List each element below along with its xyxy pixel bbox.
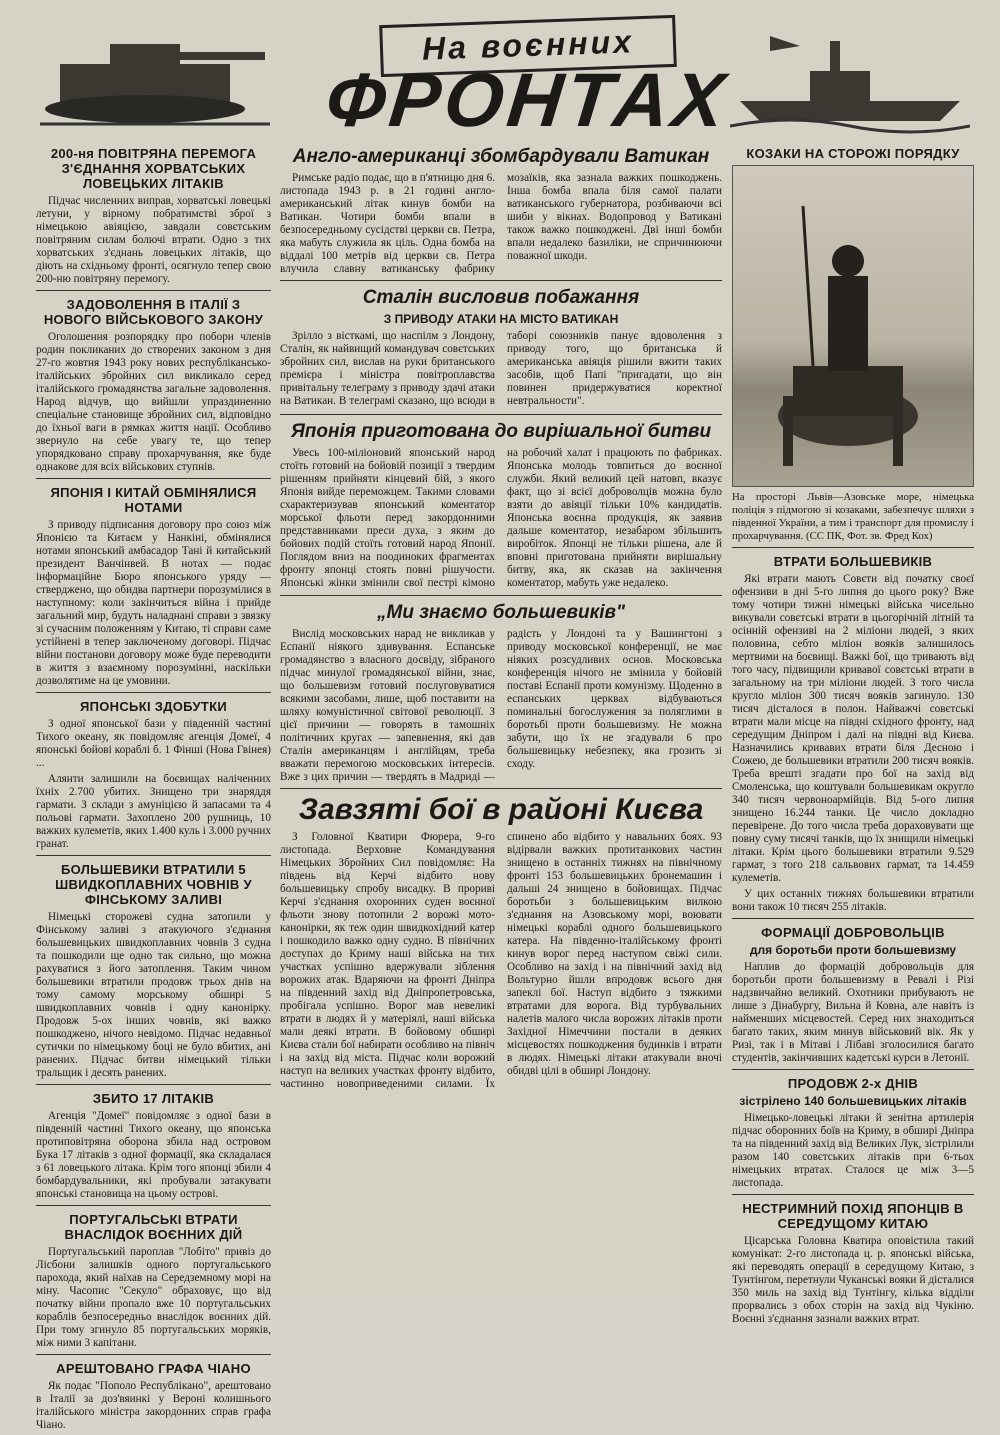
headline-japan-battle: Японія приготована до вирішальної битви (290, 420, 712, 442)
article-bolshevik-losses-2: У цих останніх тижнях большевики втратили вони також 10 тисяч 255 літаків. (732, 888, 974, 913)
article-finnish-gulf: Німецькі сторожеві судна затопили у Фінському заливі з атакуючого з'єднання большевицьких швидкоплавних човнів 3 судна та пошкодили ще одно так сильно, що можна рахуватися з його затоплення. Таким чином большевики втратили продовж трьох днів на тому самому морському обширі 5 швидкоплавних човнів і одну канонірку. Продовж 5-ох інших човнів, які важко пошкоджено, нічого невідомо. Підчас недавньої сутички по німецькому боці не було вбитих, ані ранених. Підчас битви німецький тільки тральщик і десять ранених. (36, 911, 271, 1079)
article-italy: Оголошення розпорядку про побори членів родин покликаних до створених законом з дня 27-го жовтня 1943 року нових республікансько-італійських збройних сил викликало серед італійського громадянства загальне задоволення. Народ відчув, що вийшли упраздиненню спеціальне становище збройних сил, відповідно до їхньої ваги в рямках життя нації. Особливо звернуло на себе увагу те, що тепер упорядковано справу прохарчування, яке буде однакове для всіх військових ступнів. (36, 331, 271, 473)
subhead-two-days: зістрілено 140 большевицьких літаків (739, 1094, 967, 1108)
article-croatian: Підчас численних виправ, хорватські ловецькі летуни, у вірному побратимстві зброї з німецькою авіяцією, завдали совєтським повітряним силам болючі втрати. Одно з тих хорватських з'єднань ловецьких літаків, що діють на східньому фронті, осягнуло тепер свою 200-ню повітряну перемогу. (36, 195, 271, 285)
headline-finnish-gulf: БОЛЬШЕВИКИ ВТРАТИЛИ 5 ШВИДКОПЛАВНИХ ЧОВНІВ У ФІНСЬКОМУ ЗАЛИВІ (55, 862, 252, 907)
headline-kyiv-battles: Завзяті бої в районі Києва (298, 793, 704, 826)
article-japanese-gains-2: Алянти залишили на боєвищах наліченних їхніх 2.700 убитих. Знищено три знаряддя гармати. З склади з амуніцією й запасами та 4 польові гармати. Захоплено 200 рушниць, 10 важких кулеметів, яких 1.400 куль і 3.000 ручних гранат. (36, 773, 271, 850)
headline-ciano: АРЕШТОВАНО ГРАФА ЧІАНО (56, 1361, 251, 1376)
article-bolshevik-losses: Які втрати мають Совєти від початку своєї офензиви в дні 5-го липня до цього року? Вже тому чотири тижні німецькі війська чисельно викували совєтські втрати в цьогорічній літній та осінній офензиві на 2 міліони людей, з яких половина, себто міліон вояків залишилось мертвими на боєвищі. Важкі бої, що тривають від того часу, підвищили кривавої совєтські втрати в загальному на три міліони людей. З того числа кругло міліон 300 тисяч вояків загинуло. 130 тисяч дісталося в полон. Найважчі совєтські втрати мали місце на півдні східного фронту, над середущим Дніпром і далі на півдні від Києва. Назначились кривавих втрати біля Десною і Сожею, де большевики втратили 200 тисяч вояків. Треба врешті згадати про бої на захід від Смоленська, що коштували большевикам округло 340 тисяч червоноармійців. Від 5-ого липня знищено 16.244 танки. Це число докладно перевірене. До того числа треба дораховувати ще повну суму тисячі танків, що їх знищили німецькі літаки. Крім цього большевики втратили 9.529 гармат, з того 218 сальвових гармат, та 14.459 кулеметів. (732, 573, 974, 884)
article-17-planes: Агенція "Домеї" повідомляє з одної бази в південній частині Тихого океану, що японська протиповітряна оборона збила над островом Бука 17 літаків з одної формації, яка складалася з 61 ловецького літака. Крім того японці збили 4 бомбардувальники, які пробували затакувати японські становища на цьому острові. (36, 1110, 271, 1200)
article-portugal: Португальський пароплав "Лобіто" привіз до Лісбони залишків одного португальського парохода, який наїхав на Середземному морі на міну. Часопис "Секуло" обраховує, що від початку війни пропало вже 10 португальських кораблів безпосередньо внаслідок воєнних дій. При тому згинуло 85 португальських моряків, між ними 3 капітани. (36, 1246, 271, 1349)
headline-japan-china-march: НЕСТРИМНИЙ ПОХІД ЯПОНЦІВ В СЕРЕДУЩОМУ КИТАЮ (742, 1201, 964, 1231)
headline-bolshevik-losses: ВТРАТИ БОЛЬШЕВИКІВ (773, 554, 933, 569)
article-vatican-bombing: Римське радіо подає, що в п'ятницю дня 6. листопада 1943 р. в 21 годині англо-американський літак кинув бомби на Ватикан. Чотири бомби впали в безпосередньому сусідстві церкви св. Петра, яка мабуть служила як ціль. Одна бомба на віддалі 100 метрів від церкви св. Петра влучила славну ватиканську фабрику мозаїків, яка зазнала важких пошкоджень. Інша бомба впала біля самої палати ватиканського губернатора, розбиваючи всі шиби у вікнах. Водопровод у Ватикані також важко пошкоджені. Дві інші бомби впали недалеко базиліки, не спричинюючи поважної шкоди. (280, 172, 722, 275)
headline-croatian: 200-ня ПОВІТРЯНА ПЕРЕМОГА З'ЄДНАННЯ ХОРВАТСЬКИХ ЛОВЕЦЬКИХ ЛІТАКІВ (50, 146, 257, 191)
subhead-stalin: З ПРИВОДУ АТАКИ НА МІСТО ВАТИКАН (383, 312, 619, 326)
headline-italy: ЗАДОВОЛЕННЯ В ІТАЛІЇ З НОВОГО ВІЙСЬКОВОГО ЗАКОНУ (43, 297, 264, 327)
headline-we-know-bolsheviks: „Ми знаємо большевиків" (377, 602, 625, 623)
article-kyiv-battles: З Головної Кватири Фюрера, 9-го листопада. Верховне Командування Німецьких Збройних Сил повідомляє: На південь від Керчі відбито нову большевицьку спробу висадку. В прориві Керчі з'єднання охоронних суден воєнної фльоти знову потопили 2 ворожі мото-канонірки, як теж один швидкохідний катер і пошкодило важко одну судно. В північних доступах до Криму наші війська на тих участках успішно вдержували зіблення ворожих атак. Вдаряючи на фронті Дніпра на південний захід від Дніпропетровська, пробігала успішно. Ворог мав невеликі втрати в людях й у матеріялі, наші війська мали деякі втрати. В бойовому обширі Києва стали бої набирати особливо на північ і на захід від міста. Підчас коли ворожий наступ на великих участках фронту відбито, частинно новоприведеними силами. Їх спинено або відбито у навальних боях. 93 відірвали важких протитанкових частин знищено в останніх тижнях на північному фронті 153 большевицьких бронемашин і дальші 24 знищено в бойовищах. Підчас боротьби з большевицьким вилкою з'єднання на Азовському морі, воювати німецькі кораблі одного большевицького катера. На південно-італійському фронті кинув ворог перед наступом свіжі сили. Особливо на захід і на північний захід від Вольтурно йшли впродовж всього дня запеклі бої. Наступ відбито з тяжкими втратами для ворога. Від турбувальних налетів малого числа ворожих літаків проти Західної Німеччини постали в деяких місцевостях пошкодження будинків і втрати в людях. Німецькі літаки атакували вночі обидві цілі в обширі Лондону. (280, 831, 722, 1090)
article-stalin: Зрілло з вісткамі, що наспілм з Лондону, Сталін, як найвищий командувач совєтських збройних сил, вислав на руки британського премієра і міністра повітроплавства привітальну телеграму з приводу здачі атаки на Ватикан. В телеграмі сказано, що всюди в таборі союзників панує вдоволення з приводу того, що британська й американська авіяція рішили вжити таких засобів, щоб Папі "пригадати, що він повинен придержуватися коректної невтральности". (280, 330, 722, 407)
headline-stalin: Сталін висловив побажання (362, 287, 640, 308)
photo-caption: На просторі Львів—Азовське море, німецька поліція з підмогою зі козаками, забезпечує шляхи з південної України, а тим і транспорт для промислу і прохарчування. (СС ПК, Фот. зв. Фред Кох) (732, 491, 974, 542)
subhead-volunteers: для боротьби проти большевизму (749, 943, 957, 957)
masthead-subtitle: На воєнних (379, 15, 677, 77)
headline-japanese-gains: ЯПОНСЬКІ ЗДОБУТКИ (79, 699, 228, 714)
headline-volunteers: ФОРМАЦІЇ ДОБРОВОЛЬЦІВ (761, 925, 945, 940)
article-ciano: Як подає "Пополо Республікано", арештовано в Італії за доз'вяинкі у Вероні колишнього італійського міністра закордонних справ графа Чіано. (36, 1380, 271, 1431)
headline-17-planes: ЗБИТО 17 ЛІТАКІВ (92, 1091, 215, 1106)
headline-portugal: ПОРТУГАЛЬСЬКІ ВТРАТИ ВНАСЛІДОК ВОЄННИХ ДІЙ (64, 1212, 243, 1242)
headline-vatican-bombing: Англо-американці збомбардували Ватикан (292, 146, 710, 167)
left-column (36, 140, 271, 1435)
right-column (732, 140, 974, 1329)
article-japan-battle: Увесь 100-міліоновий японський народ стоїть готовий на бойовій позиції з твердим рішенням прийняти кінцевий бій, з якого Японія вийде переможцем. Такими словами схарактеризував японський коментатор морської фльоти перед закордонними представниками преси духа, з яким до бойових подій стоїть готовий народ Японії. Поглядом вниз на поодиноких фрагментах фронту японці стоять повні рішучости. Японські жінки змінили свої пестрі кімоно на робочий халат і працюють по фабриках. Японська молодь товпиться до воєнної служби. Який великий цей натовп, вказує факт, що зі всієї доброволців можна було взяти до авіяції тільки 10% кандидатів. Японська воєнна продукція, як заявив дальше коментатор, незабаром збільшить виробіток. Японці не тільки рішена, але й вповні приготована прийняти вирішальну битву, яка, як сказав на закінчення коментатор, мабуть уже недалеко. (280, 446, 722, 589)
headline-japan-china: ЯПОНІЯ І КИТАЙ ОБМІНЯЛИСЯ НОТАМИ (50, 485, 257, 515)
warship-illustration (730, 16, 970, 136)
article-japan-china: З приводу підписання договору про союз між Японією та Китаєм у Нанкіні, обмінялися нотами японський амбасадор Тані й китайський президент Ванчінвей. В нотах — подає інформаційне Бюро японського уряду — стверджено, що обидва партнери порозумілися в наступному: коли закінчиться війна і прийде загальний мир, будуть наладнані справи з звязку зі сучасним положенням у Китаю, ті справи саме устійнені в тепер заключеному договорі. Підчас війни постанови договору може буде переводити в життя з взаємному порозумінні, наскільки дозволятиме на це умовини. (36, 519, 271, 687)
article-we-know-bolsheviks: Вислід московських нарад не викликав у Еспанії ніякого здивування. Еспанське громадянство з власного досвіду, зібраного підчас минулої громадянської війни, знає, що большевизм готовий послуговуватися всякими засобами, лише, щоб поставити на шляху комуністичної світової революції. З цієї причини — говорять в тамошніх політичних кругах — запевнення, які дав Сталін американцям і англійцям, треба вважати перемогою московських інтересів. Вже з цих причин — твердять в Мадриді — радість у Лондоні та у Вашингтоні з приводу московської конференції, не має ніяких розсудливих основ. Московська конференція нічого не змінила у бойовій поставі Еспанії проти комунізму. Щоденно в еспанських церквах відбуваються поминальні богослужения за поляглими в боротьбі проти большевизму. Не можна забути, що їх не згадували 6 про большевицьку небезпеку, яка грозить зі сходу. (280, 628, 722, 783)
tank-illustration (40, 24, 270, 134)
article-two-days: Німецько-ловецькі літаки й зенітна артилерія підчас оборонних боїв на Криму, в обширі Дніпра та на південний захід від Великих Лук, зістрілили разом 140 совєтських літаків при 6-тьох німецьких втратах. Сталося це між 3—5 листопада. (732, 1112, 974, 1189)
headline-cossacks: КОЗАКИ НА СТОРОЖІ ПОРЯДКУ (746, 146, 960, 161)
article-japan-china-march: Цісарська Головна Кватира оповістила такий комунікат: 2-го листопада ц. р. японські війська, які переводять операції в середущому Китаю, з Тунтінгом, перетнули Чуканські вояки й дісталися 350 миль на захід від Тунтінгу, кілька відділи прорвались з обох сторін на захід від Чукіню. Воєнні з'єднання зазнали важких втрат. (732, 1235, 974, 1325)
masthead-title: ФРОНТАХ (322, 58, 733, 143)
article-volunteers: Наплив до формацій добровольців для боротьби проти большевизму в Ревалі і Різі надзвичайно великий. Охотники прибувають не лише з Дінабургу, Вильна й Ковна, але навіть із найменших місцевостей. Серед них знаходиться багато таких, яким минув військовий вік. Як у Ризі, так і в Мітаві і Лібаві зголосилися багато студентів, закінчивших кадетські курси в Летонії. (732, 961, 974, 1064)
masthead (40, 6, 975, 146)
cossack-photo (732, 165, 974, 487)
headline-two-days: ПРОДОВЖ 2-х ДНІВ (787, 1076, 919, 1091)
article-japanese-gains-1: З одної японської бази у південній частині Тихого океану, як повідомляє агенція Домеї, 4 японські бойові кораблі б. 1 Фінші (Нова Гвінея) ... (36, 718, 271, 769)
middle-section (280, 140, 722, 1091)
